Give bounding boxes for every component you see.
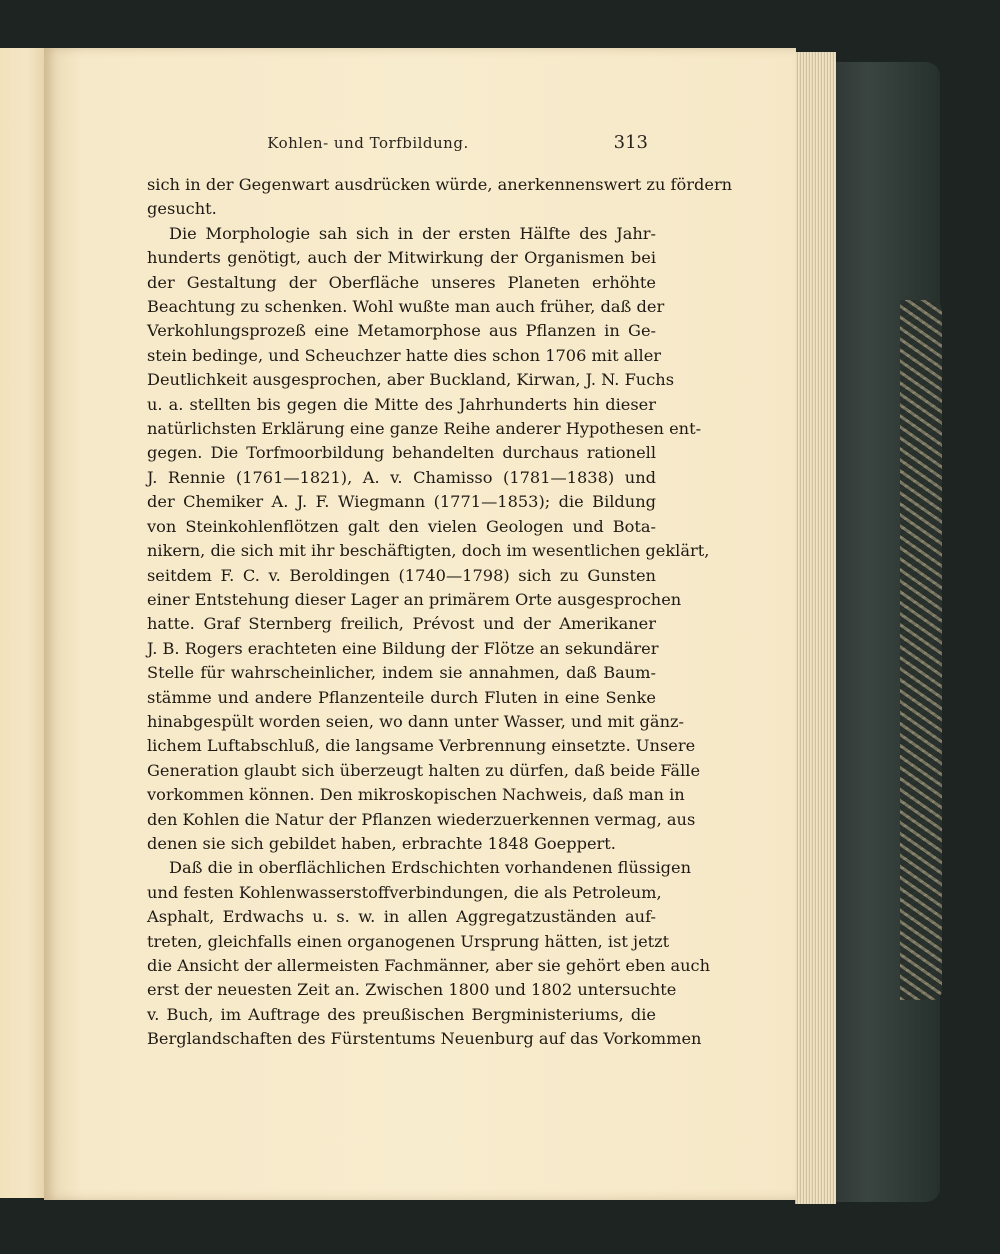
text-line: Deutlichkeit ausgesprochen, aber Buckland, Kirwan, J. N. Fuchs [147,370,675,390]
text-line: gegen. Die Torfmoorbildung behandelten durchaus rationell [147,443,656,463]
text-line: Beachtung zu schenken. Wohl wußte man auch früher, daß der [147,297,665,317]
text-line: stämme und andere Pflanzenteile durch Fluten in eine Senke [147,687,656,707]
page-edges [795,52,836,1204]
page-header [88,134,648,158]
body-text [147,173,733,1052]
text-line: lichem Luftabschluß, die langsame Verbrennung einsetzte. Unsere [147,736,696,756]
text-line: denen sie sich gebildet haben, erbrachte 1848 Goeppert. [147,833,616,853]
text-line: einer Entstehung dieser Lager an primärem Orte ausgesprochen [147,589,682,609]
text-line: seitdem F. C. v. Beroldingen (1740—1798) sich zu Gunsten [147,565,656,585]
text-line: hunderts genötigt, auch der Mitwirkung der Organismen bei [147,248,656,268]
text-line: der Chemiker A. J. F. Wiegmann (1771—1853); die Bildung [147,492,656,512]
text-line: treten, gleichfalls einen organogenen Ursprung hätten, ist jetzt [147,931,670,951]
text-line: Stelle für wahrscheinlicher, indem sie annahmen, daß Baum- [147,663,656,683]
text-line: gesucht. [147,199,217,219]
text-line: und festen Kohlenwasserstoffverbindungen, die als Petroleum, [147,882,662,902]
text-line: hatte. Graf Sternberg freilich, Prévost und der Amerikaner [147,614,656,634]
text-line: J. Rennie (1761—1821), A. v. Chamisso (1781—1838) und [147,467,656,487]
text-line: Berglandschaften des Fürstentums Neuenburg auf das Vorkommen [147,1029,702,1049]
page-number: 313 [613,132,648,153]
text-line: erst der neuesten Zeit an. Zwischen 1800 und 1802 untersuchte [147,980,677,1000]
text-line: nikern, die sich mit ihr beschäftigten, doch im wesentlichen geklärt, [147,541,710,561]
left-page [0,48,46,1198]
text-line: Asphalt, Erdwachs u. s. w. in allen Aggregatzuständen auf- [147,907,656,927]
text-line: vorkommen können. Den mikroskopischen Nachweis, daß man in [147,785,685,805]
text-line: der Gestaltung der Oberfläche unseres Planeten erhöhte [147,272,656,292]
text-line: hinabgespült worden seien, wo dann unter Wasser, und mit gänz- [147,711,684,731]
text-line: v. Buch, im Auftrage des preußischen Bergministeriums, die [147,1004,656,1024]
running-title: Kohlen- und Torfbildung. [267,134,469,152]
text-line: Die Morphologie sah sich in der ersten Hälfte des Jahr- [169,223,656,243]
text-line: von Steinkohlenflötzen galt den vielen Geologen und Bota- [147,516,656,536]
marbled-edge [900,300,942,1000]
text-line: stein bedinge, und Scheuchzer hatte dies schon 1706 mit aller [147,345,662,365]
text-line: Daß die in oberflächlichen Erdschichten vorhandenen flüssigen [169,858,692,878]
text-line: den Kohlen die Natur der Pflanzen wiederzuerkennen vermag, aus [147,809,696,829]
text-line: u. a. stellten bis gegen die Mitte des Jahrhunderts hin dieser [147,394,656,414]
text-line: J. B. Rogers erachteten eine Bildung der Flötze an sekundärer [147,638,659,658]
text-line: natürlichsten Erklärung eine ganze Reihe anderer Hypothesen ent- [147,419,702,439]
text-line: die Ansicht der allermeisten Fachmänner, aber sie gehört eben auch [147,956,711,975]
text-line: Generation glaubt sich überzeugt halten zu dürfen, daß beide Fälle [147,760,701,780]
text-line: Verkohlungsprozeß eine Metamorphose aus Pflanzen in Ge- [147,321,656,341]
text-line: sich in der Gegenwart ausdrücken würde, anerkennenswert zu fördern [147,175,733,194]
